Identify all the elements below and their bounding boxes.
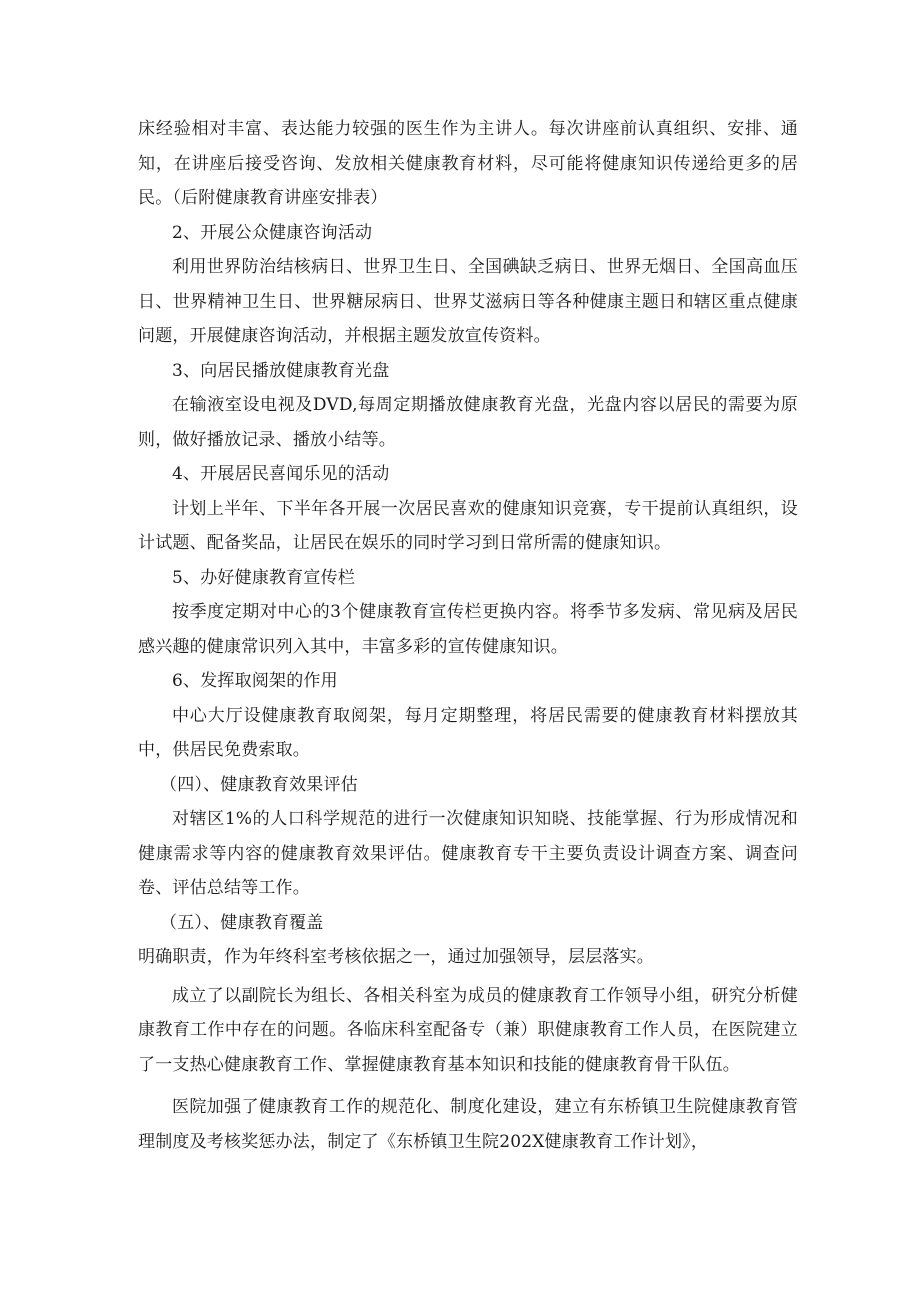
paragraph-institutionalization: 医院加强了健康教育工作的规范化、制度化建设，建立有东桥镇卫生院健康教育管理制度及考核奖惩办法，制定了《东桥镇卫生院202X健康教育工作计划》， — [138, 1097, 798, 1152]
paragraph-health-days: 利用世界防治结核病日、世界卫生日、全国碘缺乏病日、世界无烟日、全国高血压日、世界精神卫生日、世界糖尿病日、世界艾滋病日等各种健康主题日和辖区重点健康问题，开展健康咨询活动，并根据主题发放宣传资料。 — [138, 257, 798, 346]
paragraph-evaluation-detail: 对辖区1%的人口科学规范的进行一次健康知识知晓、技能掌握、行为形成情况和健康需求等内容的健康教育效果评估。健康教育专干主要负责设计调查方案、调查问卷、评估总结等工作。 — [138, 809, 798, 898]
paragraph-leadership-group: 成立了以副院长为组长、各相关科室为成员的健康教育工作领导小组，研究分析健康教育工作中存在的问题。各临床科室配备专（兼）职健康教育工作人员，在医院建立了一支热心健康教育工作、掌握健康教育基本知识和技能的健康教育骨干队伍。 — [138, 985, 798, 1075]
section-effect-evaluation: （四）、健康教育效果评估 — [160, 774, 358, 795]
paragraph-lecture-continued: 床经验相对丰富、表达能力较强的医生作为主讲人。每次讲座前认真组织、安排、通知，在讲座后接受咨询、发放相关健康教育材料，尽可能将健康知识传递给更多的居民。（后附健康教育讲座安排表） — [138, 119, 798, 208]
paragraph-infusion-room-dvd: 在输液室设电视及DVD,每周定期播放健康教育光盘，光盘内容以居民的需要为原则，做好播放记录、播放小结等。 — [138, 395, 798, 450]
paragraph-responsibilities: 明确职责，作为年终科室考核依据之一，通过加强领导，层层落实。 — [138, 947, 654, 967]
document-page — [138, 112, 798, 1159]
heading-video-discs: 3、向居民播放健康教育光盘 — [172, 360, 390, 381]
section-coverage: （五）、健康教育覆盖 — [160, 912, 324, 933]
heading-bulletin-board: 5、办好健康教育宣传栏 — [172, 567, 356, 588]
heading-resident-activities: 4、开展居民喜闻乐见的活动 — [172, 464, 390, 484]
heading-public-consultation: 2、开展公众健康咨询活动 — [172, 222, 373, 243]
paragraph-quarterly-boards: 按季度定期对中心的3个健康教育宣传栏更换内容。将季节多发病、常见病及居民感兴趣的健康常识列入其中，丰富多彩的宣传健康知识。 — [138, 602, 798, 657]
paragraph-lobby-rack: 中心大厅设健康教育取阅架，每月定期整理，将居民需要的健康教育材料摆放其中，供居民免费索取。 — [138, 705, 798, 760]
heading-reading-rack: 6、发挥取阅架的作用 — [172, 671, 338, 691]
paragraph-knowledge-contest: 计划上半年、下半年各开展一次居民喜欢的健康知识竞赛，专干提前认真组织，设计试题、配备奖品，让居民在娱乐的同时学习到日常所需的健康知识。 — [138, 498, 798, 553]
